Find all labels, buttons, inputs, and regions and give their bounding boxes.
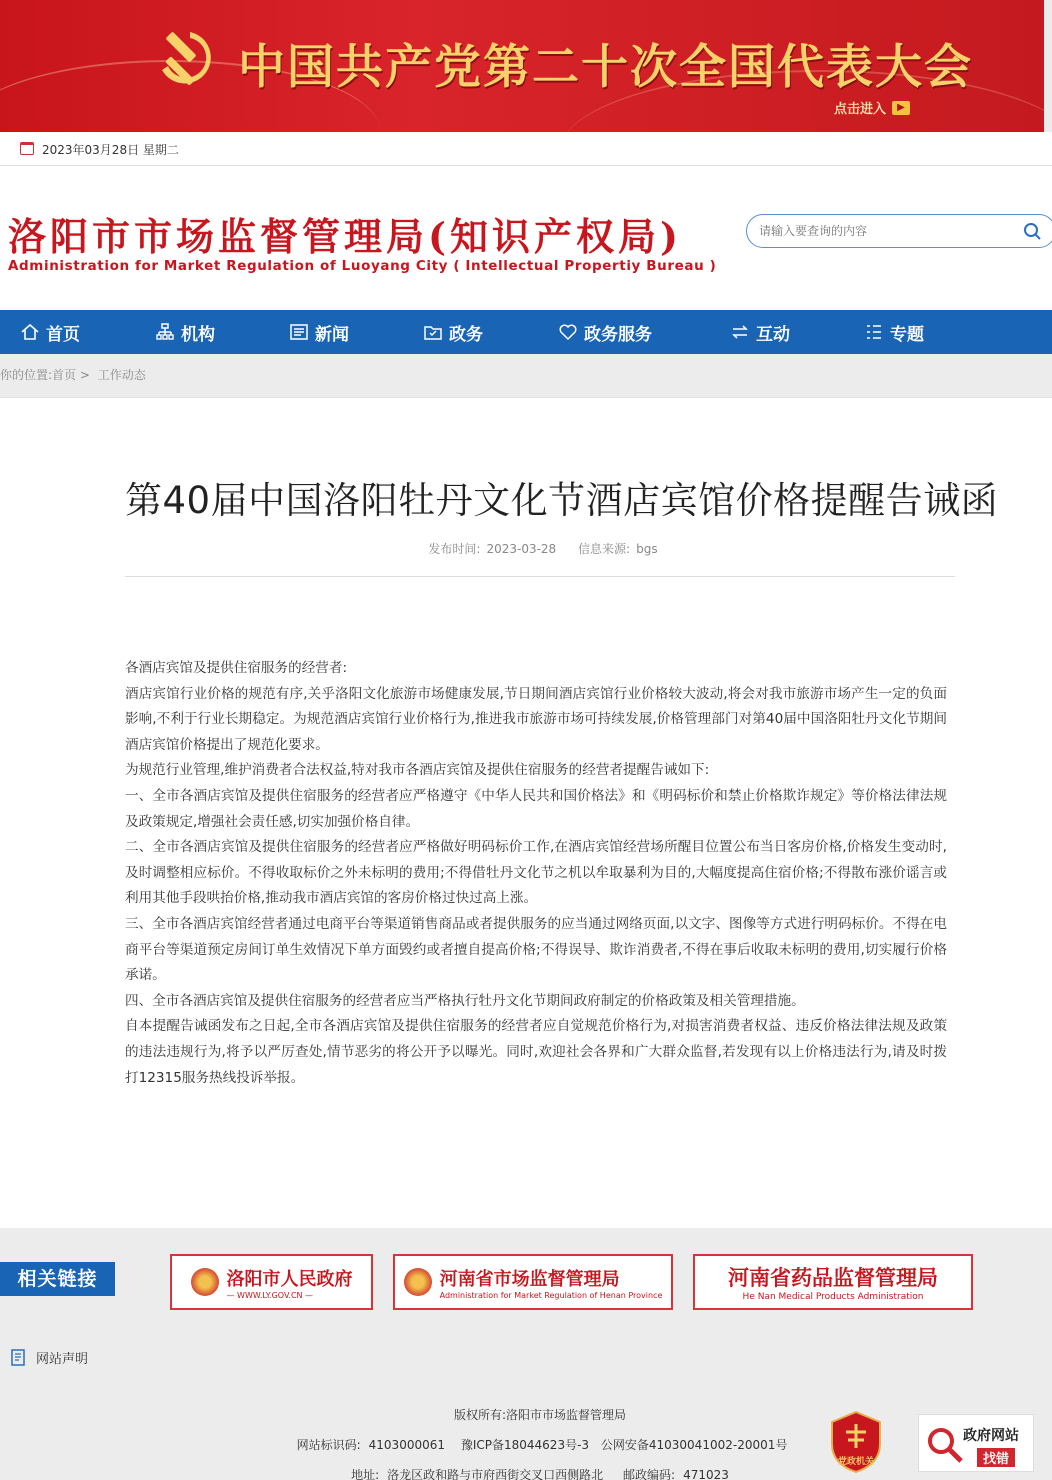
gov-find-title: 政府网站 xyxy=(963,1428,1019,1444)
article-paragraph: 自本提醒告诫函发布之日起,全市各酒店宾馆及提供住宿服务的经营者应自觉规范价格行为,对损害消费者权益、违反价格法律法规及政策的违法违规行为,将予以严厉查处,情节恶劣的将公开予以曝光。同时,欢迎社会各界和广大群众监督,若发现有以上价格违法行为,请及时拨打12315服务热线投诉举报。 xyxy=(125,1018,947,1086)
link-henan-medical[interactable] xyxy=(693,1254,973,1310)
calendar-icon xyxy=(20,142,34,155)
nav-label: 专题 xyxy=(890,324,924,345)
postcode: 471023 xyxy=(683,1468,729,1480)
address: 洛龙区政和路与市府西街交叉口西侧路北 xyxy=(387,1468,604,1480)
postcode-label: 邮政编码: xyxy=(623,1468,676,1480)
article-panel xyxy=(0,397,1052,1228)
link-sub: Administration for Market Regulation of Henan Province xyxy=(439,1290,663,1300)
site-id: 4103000061 xyxy=(368,1438,446,1452)
exchange-icon xyxy=(730,322,750,342)
search-icon[interactable] xyxy=(1023,222,1041,240)
publish-date: 2023-03-28 xyxy=(486,542,557,556)
nav-item-topics[interactable] xyxy=(864,310,924,354)
nav-label: 互动 xyxy=(756,324,790,345)
home-icon xyxy=(20,322,40,342)
hammer-sickle-icon xyxy=(150,24,220,94)
source-label: 信息来源: xyxy=(578,542,631,556)
link-name: 河南省药品监督管理局 xyxy=(728,1266,938,1290)
search-box xyxy=(746,214,1052,248)
link-sub: — WWW.LY.GOV.CN — xyxy=(226,1290,314,1300)
article-body xyxy=(125,656,947,1091)
site-name[interactable]: 洛阳市市场监督管理局(知识产权局) xyxy=(8,214,682,259)
source-value: bgs xyxy=(636,542,658,556)
article-paragraph: 各酒店宾馆及提供住宿服务的经营者: xyxy=(125,660,348,676)
enter-link[interactable] xyxy=(834,98,910,117)
link-luoyang-gov[interactable] xyxy=(170,1254,373,1310)
arrow-right-icon: ▶ xyxy=(892,101,910,115)
link-henan-market[interactable] xyxy=(393,1254,673,1310)
folder-icon xyxy=(423,322,443,342)
current-date: 2023年03月28日 星期二 xyxy=(42,143,179,157)
nav-label: 政务 xyxy=(449,324,483,345)
article-paragraph: 为规范行业管理,维护消费者合法权益,特对我市各酒店宾馆及提供住宿服务的经营者提醒告诫如下: xyxy=(125,762,710,779)
banner-title: 中国共产党第二十次全国代表大会 xyxy=(238,40,973,95)
copyright-label: 版权所有: xyxy=(453,1408,507,1422)
nav-item-home[interactable] xyxy=(20,310,80,354)
publish-label: 发布时间: xyxy=(428,542,481,556)
link-name: 河南省市场监督管理局 xyxy=(439,1268,620,1290)
link-name: 洛阳市人民政府 xyxy=(226,1268,353,1290)
news-icon xyxy=(289,322,309,342)
icp-number[interactable]: 豫ICP备18044623号-3 xyxy=(460,1438,590,1452)
address-label: 地址: xyxy=(351,1468,380,1480)
nav-item-org[interactable] xyxy=(155,310,215,354)
search-input[interactable] xyxy=(759,222,1009,240)
national-emblem-icon xyxy=(404,1268,432,1296)
copyright-line xyxy=(0,1406,1052,1423)
nav-label: 新闻 xyxy=(315,324,349,345)
nav-label: 政务服务 xyxy=(584,324,652,345)
gov-find-action: 找错 xyxy=(977,1448,1015,1467)
breadcrumb-prefix[interactable]: 你的位置:首页 > xyxy=(0,368,90,382)
document-icon xyxy=(10,1349,28,1367)
badge-text: 党政机关 xyxy=(837,1457,875,1467)
article-paragraph: 四、全市各酒店宾馆及提供住宿服务的经营者应当严格执行牡丹文化节期间政府制定的价格政策及相关管理措施。 xyxy=(125,992,805,1009)
breadcrumb-current[interactable]: 工作动态 xyxy=(97,368,146,382)
police-record[interactable]: 公网安备41030041002-20001号 xyxy=(600,1438,788,1452)
site-statement-link[interactable] xyxy=(10,1348,88,1367)
nav-item-news[interactable] xyxy=(289,310,349,354)
article-paragraph: 酒店宾馆行业价格的规范有序,关乎洛阳文化旅游市场健康发展,节日期间酒店宾馆行业价格较大波动,将会对我市旅游市场产生一定的负面影响,不利于行业长期稳定。为规范酒店宾馆行业价格行为,推进我市旅游市场可持续发展,价格管理部门对第40届中国洛阳牡丹文化节期间酒店宾馆价格提出了规范化要求。 xyxy=(125,685,947,753)
enter-label: 点击进入 xyxy=(834,102,887,117)
party-gov-badge[interactable] xyxy=(828,1410,884,1474)
main-nav xyxy=(0,310,1052,354)
statement-label: 网站声明 xyxy=(36,1352,89,1367)
copyright-owner: 洛阳市市场监督管理局 xyxy=(506,1408,627,1422)
nav-item-affairs[interactable] xyxy=(423,310,483,354)
article-paragraph: 三、全市各酒店宾馆经营者通过电商平台等渠道销售商品或者提供服务的应当通过网络页面,以文字、图像等方式进行明码标价。不得在电商平台等渠道预定房间订单生效情况下单方面毁约或者擅自提高价格;不得误导、欺诈消费者,不得在事后收取未标明的费用,切实履行价格承诺。 xyxy=(125,915,947,984)
registration-line xyxy=(0,1436,1052,1453)
magnifier-icon xyxy=(925,1425,965,1465)
nav-label: 首页 xyxy=(46,324,80,345)
related-links-label: 相关链接 xyxy=(0,1262,115,1296)
site-header xyxy=(0,166,1052,310)
site-id-label: 网站标识码: xyxy=(296,1438,361,1452)
gov-site-find-error[interactable] xyxy=(918,1414,1034,1472)
breadcrumb xyxy=(0,366,150,383)
nav-label: 机构 xyxy=(181,324,215,345)
article-paragraph: 一、全市各酒店宾馆及提供住宿服务的经营者应严格遵守《中华人民共和国价格法》和《明码标价和禁止价格欺诈规定》等价格法律法规及政策规定,增强社会责任感,切实加强价格自律。 xyxy=(125,787,947,830)
list-icon xyxy=(864,322,884,342)
address-line xyxy=(0,1466,1052,1480)
date-bar xyxy=(0,132,1052,166)
national-emblem-icon xyxy=(191,1268,219,1296)
related-links xyxy=(0,1240,1052,1320)
party-congress-banner[interactable] xyxy=(0,0,1044,132)
heart-icon xyxy=(558,322,578,342)
link-sub: He Nan Medical Products Administration xyxy=(742,1292,924,1302)
article-title: 第40届中国洛阳牡丹文化节酒店宾馆价格提醒告诫函 xyxy=(125,479,999,522)
title-divider xyxy=(125,576,955,577)
org-chart-icon xyxy=(155,322,175,342)
article-paragraph: 二、全市各酒店宾馆及提供住宿服务的经营者应严格做好明码标价工作,在酒店宾馆经营场所醒目位置公布当日客房价格,价格发生变动时,及时调整相应标价。不得收取标价之外未标明的费用;不得借牡丹文化节之机以牟取暴利为目的,大幅度提高住宿价格;不得散布涨价谣言或利用其他手段哄抬价格,推动我市酒店宾馆的客房价格过快过高上涨。 xyxy=(125,839,947,907)
nav-item-interaction[interactable] xyxy=(730,310,790,354)
nav-item-services[interactable] xyxy=(558,310,652,354)
site-name-en: Administration for Market Regulation of Luoyang City ( Intellectual Propertiy Bureau ) xyxy=(8,258,717,274)
article-meta xyxy=(0,540,1052,557)
